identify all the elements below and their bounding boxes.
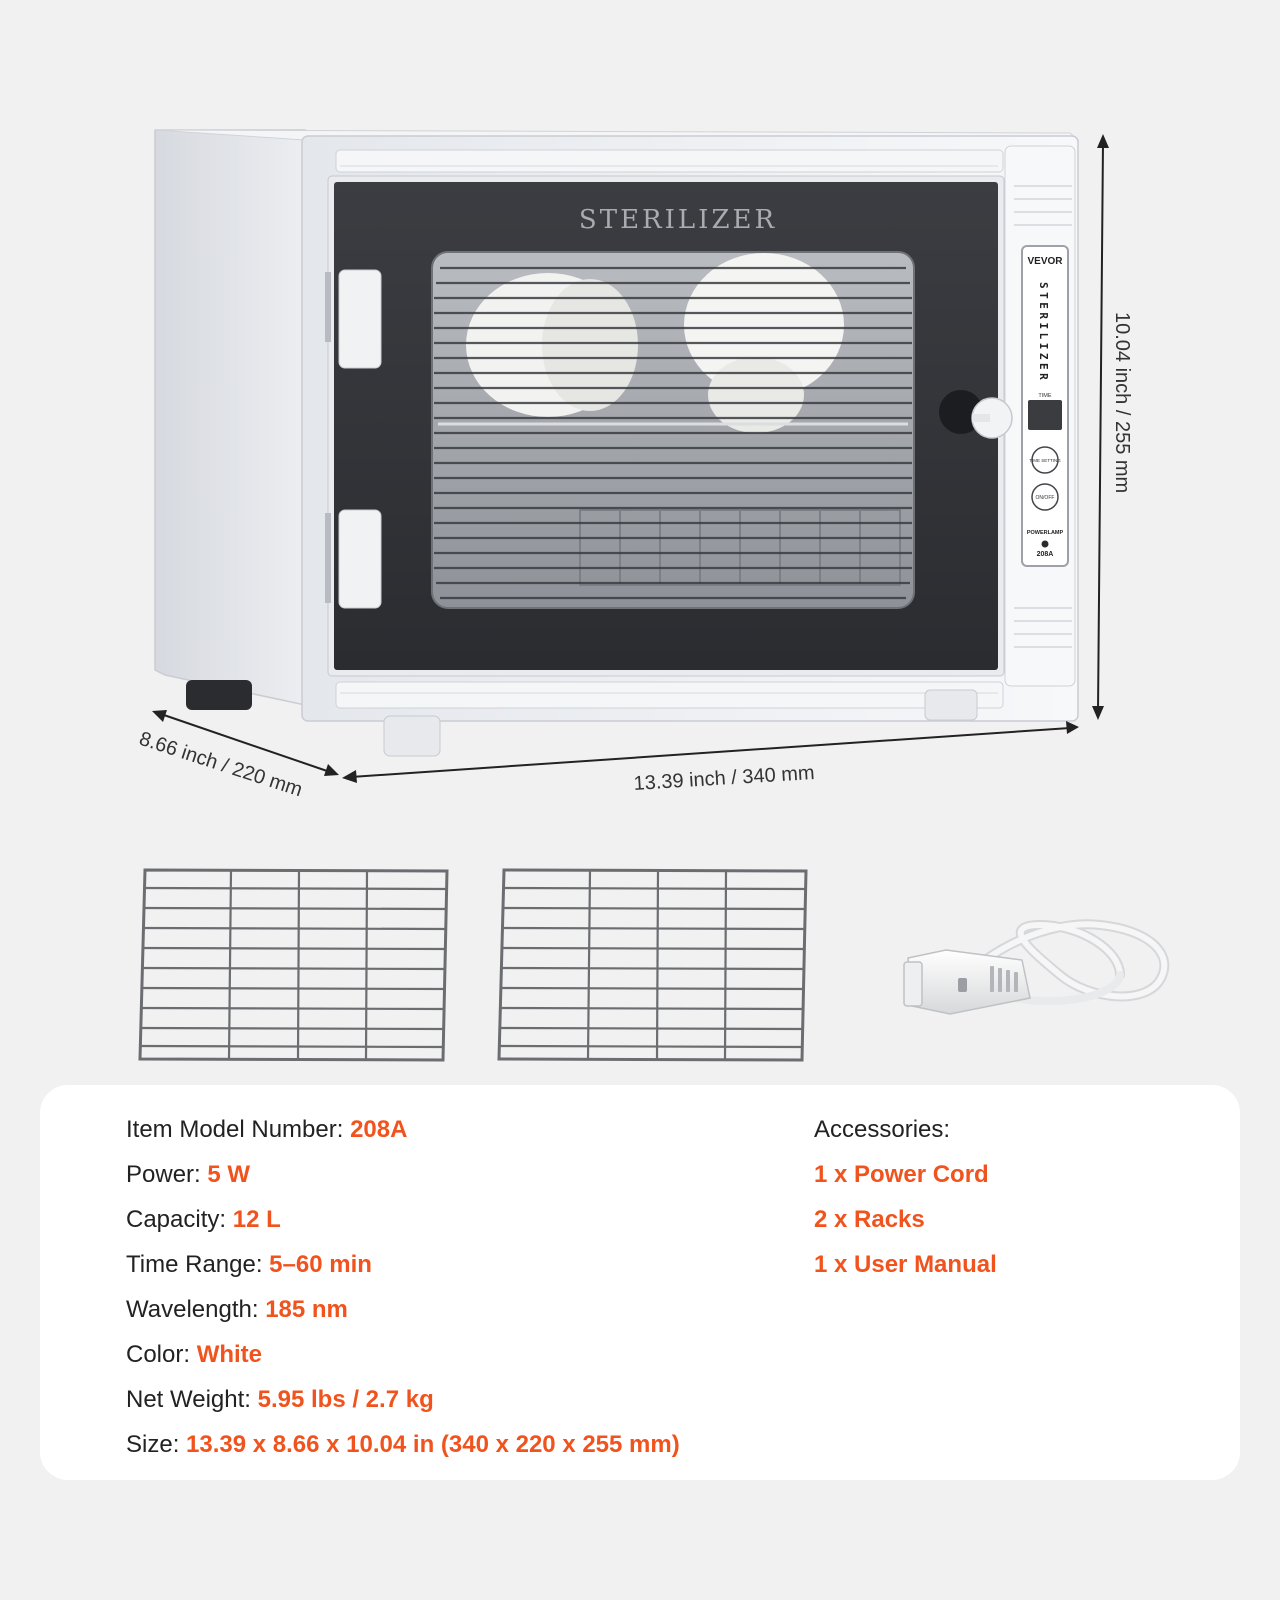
spec-list — [126, 1107, 680, 1467]
panel-time-label: TIME — [1038, 393, 1052, 399]
spec-time-range — [126, 1242, 680, 1287]
spec-value: 12 L — [232, 1206, 281, 1233]
accessory-item: 1 x User Manual — [814, 1251, 997, 1278]
spec-value: 5 W — [207, 1161, 251, 1188]
spec-power — [126, 1152, 680, 1197]
spec-label: Item Model Number: — [126, 1116, 351, 1143]
spec-label: Power: — [126, 1161, 208, 1188]
width-dimension-label: 13.39 inch / 340 mm — [632, 761, 816, 795]
height-dimension-arrow — [1092, 134, 1109, 720]
spec-label: Size: — [126, 1431, 187, 1458]
accessories-list — [814, 1152, 997, 1287]
spec-label: Wavelength: — [126, 1296, 266, 1323]
spec-value: 5.95 lbs / 2.7 kg — [257, 1386, 434, 1413]
door-brand-text: STERILIZER — [578, 205, 778, 235]
power-lamp-label: POWERLAMP — [1026, 530, 1064, 536]
rolled-towel-left — [466, 273, 638, 417]
power-cord — [904, 924, 1164, 1014]
spec-label: Net Weight: — [126, 1386, 258, 1413]
accessory-item: 2 x Racks — [814, 1206, 925, 1233]
depth-dimension-label: 8.66 inch / 220 mm — [136, 727, 306, 802]
spec-label: Capacity: — [126, 1206, 233, 1233]
accessory-item: 1 x Power Cord — [814, 1161, 989, 1188]
onoff-button-label: ON/OFF — [1035, 495, 1055, 501]
spec-wavelength — [126, 1287, 680, 1332]
panel-model-label: 208A — [1036, 551, 1054, 558]
spec-item-model-number — [126, 1107, 680, 1152]
spec-net-weight — [126, 1377, 680, 1422]
spec-label: Time Range: — [126, 1251, 270, 1278]
spec-value: 13.39 x 8.66 x 10.04 in (340 x 220 x 255 mm) — [186, 1431, 680, 1458]
spec-size — [126, 1422, 680, 1467]
spec-capacity — [126, 1197, 680, 1242]
spec-label: Color: — [126, 1341, 197, 1368]
panel-vertical-text: STERILIZER — [1037, 282, 1050, 384]
panel-brand-text: VEVOR — [1027, 256, 1063, 267]
accessories-title: Accessories: — [814, 1116, 951, 1143]
spec-value: 5–60 min — [269, 1251, 372, 1278]
specs-card — [40, 1085, 1240, 1480]
wire-rack — [499, 870, 806, 1060]
spec-value: 208A — [350, 1116, 408, 1143]
spec-value: 185 nm — [265, 1296, 348, 1323]
time-setting-button-label: TIME SETTING — [1029, 458, 1061, 463]
height-dimension-label: 10.04 inch / 255 mm — [1111, 312, 1133, 494]
viewing-window — [432, 252, 914, 608]
spec-color — [126, 1332, 680, 1377]
spec-value: White — [196, 1341, 263, 1368]
accessories-section — [814, 1107, 997, 1287]
wire-rack — [140, 870, 447, 1060]
